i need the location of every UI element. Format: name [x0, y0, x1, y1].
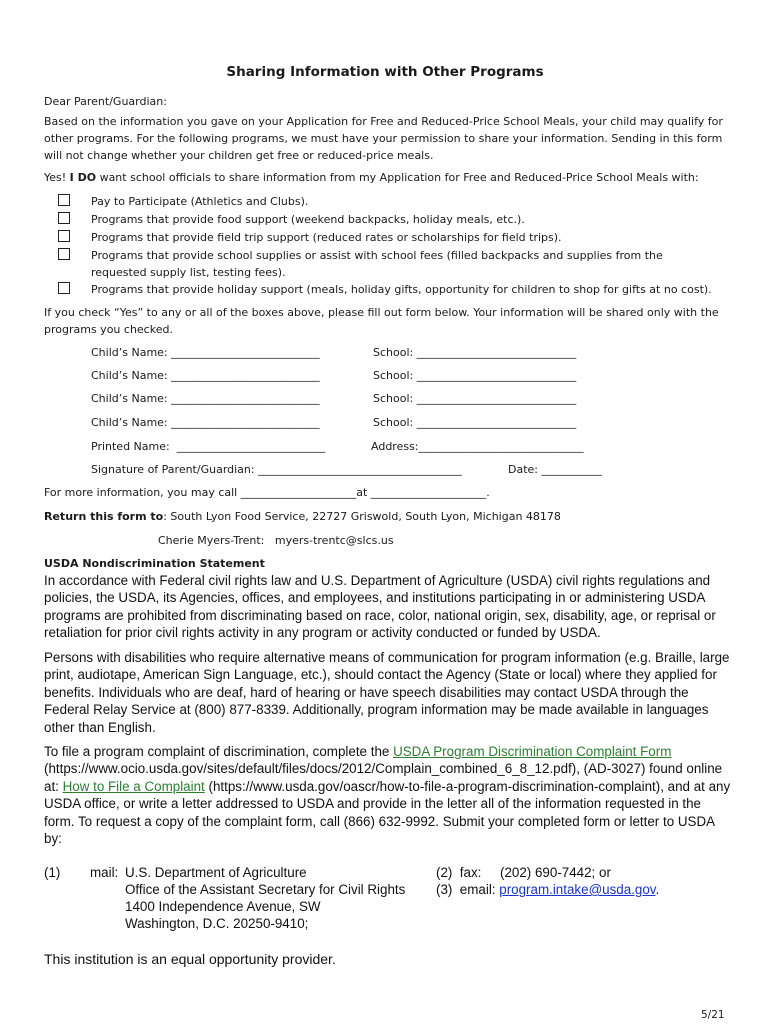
consent-prefix: Yes! — [44, 171, 70, 184]
child-name-field-4[interactable]: Child’s Name: ___________________________ — [91, 416, 320, 429]
mail-address-line-3: 1400 Independence Avenue, SW — [125, 899, 321, 914]
mail-address-line-4: Washington, D.C. 20250-9410; — [125, 916, 309, 931]
child-name-field-1[interactable]: Child’s Name: ___________________________ — [91, 346, 320, 359]
program-label-1: Pay to Participate (Athletics and Clubs). — [91, 195, 309, 208]
more-info-line: For more information, you may call _____________________at _____________________. — [44, 486, 490, 499]
intro-paragraph: Based on the information you gave on your Application for Free and Reduced-Price School Meals, your child may qualify for other programs. For the following programs, we must have your permission to share your information. Sending in this form will not change whether your children get free or reduced-price meals. — [44, 115, 723, 162]
instructions-paragraph: If you check “Yes” to any or all of the boxes above, please fill out form below. Your information will be shared only with the programs you checked. — [44, 306, 719, 336]
address-field[interactable]: Address:______________________________ — [371, 440, 584, 453]
signature-field[interactable]: Signature of Parent/Guardian: _____________________________________ — [91, 463, 462, 476]
nondiscrimination-paragraph-2: Persons with disabilities who require alternative means of communication for program information (e.g. Braille, large print, audiotape, American Sign Language, etc.), should contact the Agency (State or local) where they applied for benefits. Individuals who are deaf, hard of hearing or have speech disabilities may contact USDA through the Federal Relay Service at (800) 877-8339. Additionally, program information may be made available in languages other than English. — [44, 650, 730, 735]
program-label-5: Programs that provide holiday support (meals, holiday gifts, opportunity for children to shop for gifts at no cost). — [91, 283, 712, 296]
email-suffix: . — [655, 882, 660, 897]
program-checkbox-5[interactable] — [58, 282, 70, 294]
printed-name-field[interactable]: Printed Name: ___________________________ — [91, 440, 326, 453]
date-field[interactable]: Date: ___________ — [508, 463, 602, 476]
mail-label: mail: — [90, 865, 119, 880]
mail-address-line-1: U.S. Department of Agriculture — [125, 865, 307, 880]
school-field-1[interactable]: School: _____________________________ — [373, 346, 577, 359]
child-name-field-3[interactable]: Child’s Name: ___________________________ — [91, 392, 320, 405]
school-field-2[interactable]: School: _____________________________ — [373, 369, 577, 382]
consent-statement — [44, 169, 734, 186]
program-checkbox-4[interactable] — [58, 248, 70, 260]
equal-opportunity-statement: This institution is an equal opportunity provider. — [44, 951, 336, 967]
return-address: : South Lyon Food Service, 22727 Griswold, South Lyon, Michigan 48178 — [163, 510, 561, 523]
program-label-4: Programs that provide school supplies or assist with school fees (filled backpacks and supplies from the requested supply list, testing fees). — [91, 249, 663, 279]
email-link[interactable]: program.intake@usda.gov — [499, 882, 656, 897]
return-contact: Cherie Myers-Trent: myers-trentc@slcs.us — [158, 534, 394, 547]
school-field-4[interactable]: School: _____________________________ — [373, 416, 577, 429]
program-label-3: Programs that provide field trip support (reduced rates or scholarships for field trips). — [91, 231, 562, 244]
child-name-field-2[interactable]: Child’s Name: ___________________________ — [91, 369, 320, 382]
nondiscrimination-paragraph-1: In accordance with Federal civil rights law and U.S. Department of Agriculture (USDA) civil rights regulations and policies, the USDA, its Agencies, offices, and employees, and institutions participating in or administering USDA programs are prohibited from discriminating based on race, color, national origin, sex, disability, age, or reprisal or retaliation for prior civil rights activity in any program or activity conducted or funded by USDA. — [44, 573, 716, 641]
return-label: Return this form to — [44, 510, 164, 523]
program-checkbox-2[interactable] — [58, 212, 70, 224]
mail-address-line-2: Office of the Assistant Secretary for Civil Rights — [125, 882, 406, 897]
complaint-text-b: (https://www.ocio.usda.gov/sites/default/files/docs/2012/Complain_combined_6_8_12.pdf), (AD-3027) found online at: — [44, 761, 723, 794]
how-to-file-link[interactable]: How to File a Complaint — [62, 778, 205, 794]
salutation: Dear Parent/Guardian: — [44, 95, 167, 108]
program-checkbox-3[interactable] — [58, 230, 70, 242]
program-label-2: Programs that provide food support (weekend backpacks, holiday meals, etc.). — [91, 213, 525, 226]
complaint-form-link[interactable]: USDA Program Discrimination Complaint Form — [393, 744, 672, 759]
complaint-paragraph — [44, 743, 734, 847]
nondiscrimination-heading: USDA Nondiscrimination Statement — [44, 557, 265, 570]
program-checkbox-1[interactable] — [58, 194, 70, 206]
complaint-text-a: To file a program complaint of discrimination, complete the — [44, 744, 394, 759]
consent-bold: I DO — [69, 171, 97, 184]
complaint-text-c: (https://www.usda.gov/oascr/how-to-file-a-program-discrimination-complaint), and at any USDA office, or write a letter addressed to USDA and provide in the letter all of the information requested in the form. To request a copy of the complaint form, call (866) 632-9992. Submit your completed form or letter to USDA by: — [44, 778, 731, 847]
mail-number: (1) — [44, 865, 61, 880]
page-number: 5/21 — [701, 1009, 725, 1021]
email-prefix: (3) email: — [436, 882, 500, 897]
page-title: Sharing Information with Other Programs — [226, 64, 544, 80]
return-line — [44, 510, 561, 523]
email-line — [436, 881, 659, 898]
school-field-3[interactable]: School: _____________________________ — [373, 392, 577, 405]
fax-line: (2) fax: (202) 690-7442; or — [436, 865, 611, 880]
consent-rest: want school officials to share information from my Application for Free and Reduced-Price School Meals with: — [96, 171, 699, 184]
